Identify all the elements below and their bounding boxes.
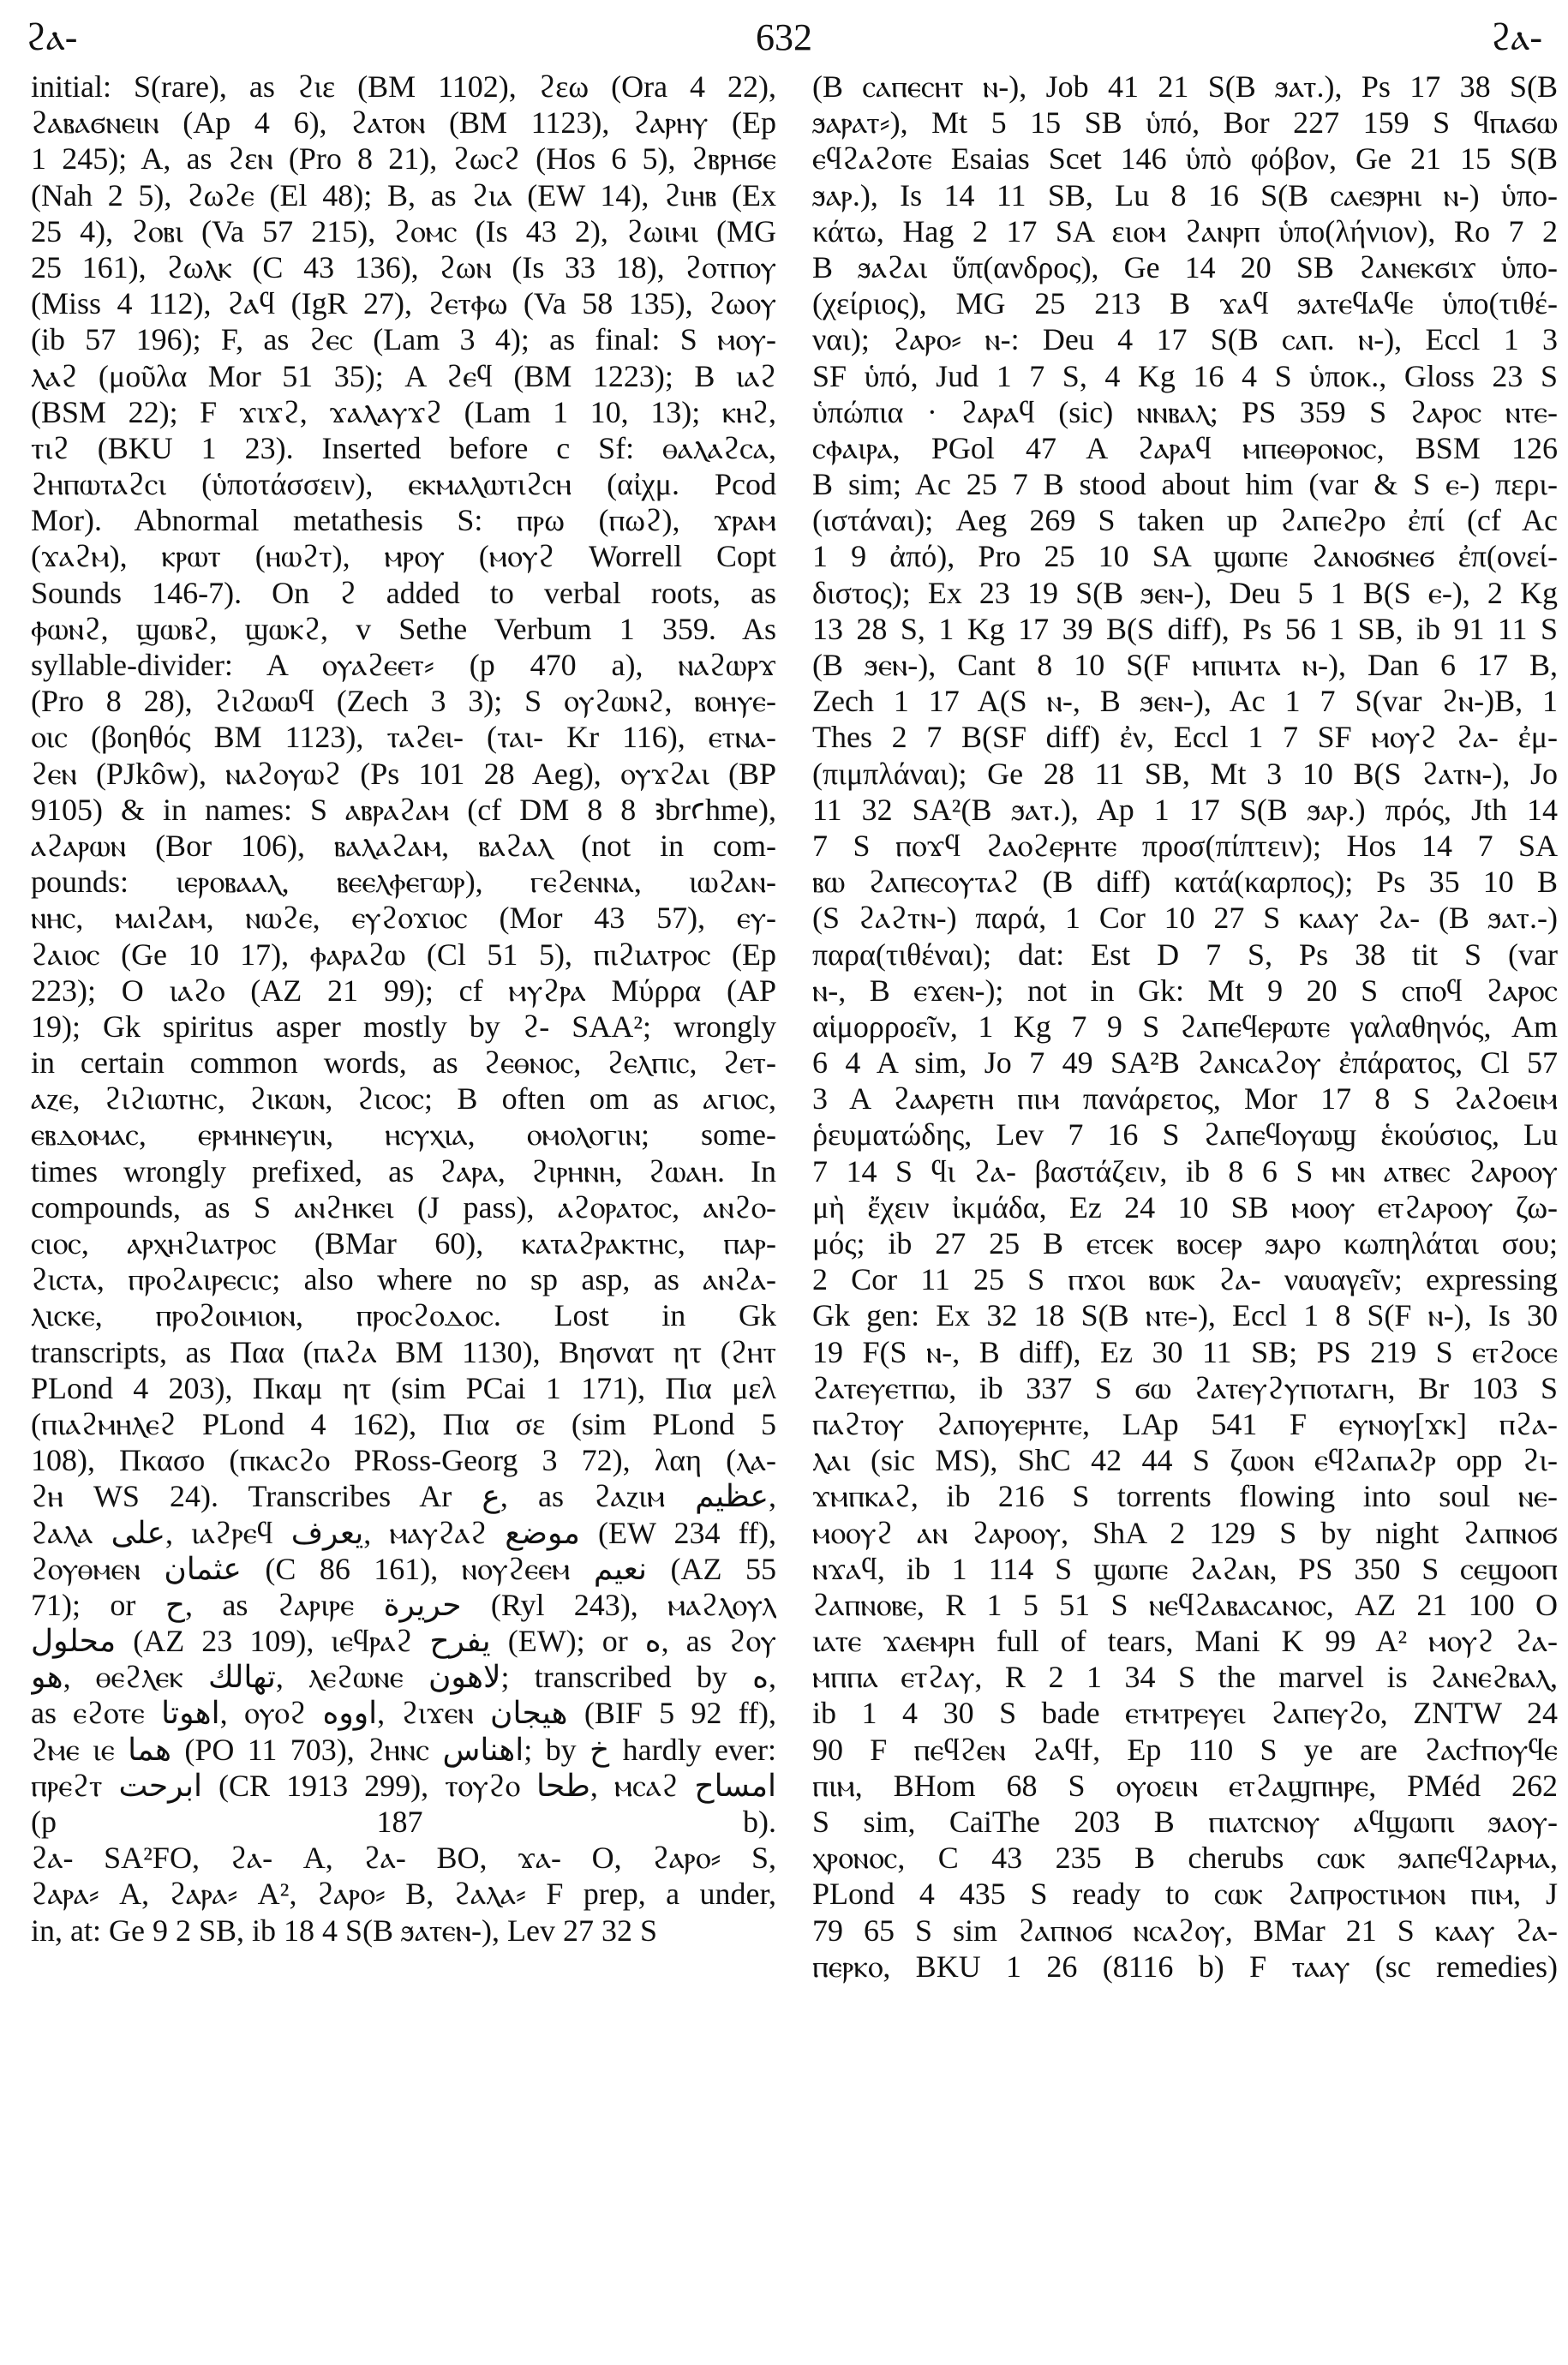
text-line: (χείριος), MG 25 213 B ϫⲁϥ ϧⲁⲧⲉϥⲁϥⲉ ὑπο(τιθέ- <box>812 286 1558 321</box>
text-line: παρα(τιθέναι); dat: Est D 7 S, Ps 38 tit S (var <box>812 937 1558 972</box>
text-line: (ⲡιⲁϩⲙⲏⲗⲉϩ PLond 4 162), Πια σε (sim PLond 5 <box>31 1406 776 1441</box>
text-line: 223); O ιⲁϩⲟ (AZ 21 99); cf ⲙⲩϩⲣⲁ Μύρρα (AP <box>31 973 776 1008</box>
text-line: ὑπώπια · ϩⲁⲣⲁϥ (sic) ⲛⲛⲃⲁⲗ; PS 359 S ϩⲁⲣⲟⲥ ⲛⲧⲉ- <box>812 394 1558 429</box>
right-column <box>812 69 1558 2365</box>
text-line: B ϧⲁϩⲁι ὕπ(ανδρος), Ge 14 20 SB ϩⲁⲛⲉⲕϭιϫ ὑπο- <box>812 249 1558 284</box>
text-line: محلول (AZ 23 109), ιⲉϥⲣⲁϩ يفرح (EW); or ه, as ϩⲟⲩ <box>31 1624 776 1659</box>
text-line: ⲭⲣⲟⲛⲟⲥ, C 43 235 B cherubs ⲥⲱⲕ ϧⲁⲡⲉϥϩⲁⲣⲙⲁ, <box>812 1841 1558 1876</box>
text-line: (ιστάναι); Aeg 269 S taken up ϩⲁⲡⲉϩⲣⲟ ἐπί (cf Ac <box>812 503 1558 538</box>
text-line: ϩⲉⲛ (PJkôw), ⲛⲁϩⲟⲩⲱϩ (Ps 101 28 Aeg), ⲟⲩϫϩⲁι (BP <box>31 756 776 791</box>
text-line: αἱμορροεῖν, 1 Kg 7 9 S ϩⲁⲡⲉϥⲉⲣⲱⲧⲉ γαλαθηνός, Am <box>812 1009 1558 1044</box>
text-line: μὴ ἔχειν ἰκμάδα, Ez 24 10 SB ⲙⲟⲟⲩ ⲉⲧϩⲁⲣⲟⲟⲩ ζω- <box>812 1189 1558 1224</box>
text-line: in, at: Ge 9 2 SB, ib 18 4 S(B ϧⲁⲧⲉⲛ-), Lev 27 32 S <box>31 1913 657 1948</box>
text-line: ⲡιⲙ, BHom 68 S ⲟⲩⲟειⲛ ⲉⲧϩⲁϣⲡⲏⲣⲉ, PMéd 262 <box>812 1768 1558 1803</box>
text-line: ⲡⲉⲣⲕⲟ, BKU 1 26 (8116 b) F ⲧⲁⲁⲩ (sc remedies) <box>812 1949 1558 1984</box>
text-line: (Nah 2 5), ϩωϩⲉ (El 48); B, as ϩιⲁ (EW 14), ϩιⲏⲃ (Ex <box>31 177 776 213</box>
text-line: PLond 4 435 S ready to ⲥⲱⲕ ϩⲁⲡⲣⲟⲥⲧιⲙⲟⲛ ⲡιⲙ, J <box>812 1877 1558 1912</box>
text-line: PLond 4 203), Πκαμ ητ (sim PCai 1 171), Πια μελ <box>31 1370 776 1405</box>
text-line: διστος); Ex 23 19 S(B ϧⲉⲛ-), Deu 5 1 B(S ⲉ-), 2 Kg <box>812 575 1558 610</box>
text-line: ⲃⲱ ϩⲁⲡⲉⲥⲟⲩⲧⲁϩ (B diff) κατά(καρπος); Ps 35 10 B <box>812 865 1558 900</box>
text-line: ⲥιⲟⲥ, ⲁⲣⲭⲏϩιⲁⲧⲣⲟⲥ (BMar 60), ⲕⲁⲧⲁϩⲣⲁⲕⲧⲏⲥ, ⲡⲁⲣ- <box>31 1226 776 1260</box>
text-line: pounds: ιⲉⲣⲟⲃⲁⲁⲗ, ⲃⲉⲉⲗⲫⲉⲅⲱⲣ), ⲅⲉϩⲉⲛⲛⲁ, ιⲱϩⲁⲛ- <box>31 865 776 900</box>
text-line: Gk gen: Ex 32 18 S(B ⲛⲧⲉ-), Eccl 1 8 S(F ⲛ-), Is 30 <box>812 1298 1558 1333</box>
text-line: ⲫⲱⲛϩ, ϣⲱⲃϩ, ϣⲱⲕϩ, v Sethe Verbum 1 359. As <box>31 611 776 646</box>
left-column <box>31 69 776 2365</box>
text-line: 19 F(S ⲛ-, B diff), Ez 30 11 SB; PS 219 S ⲉⲧϩⲟⲥⲉ <box>812 1334 1558 1369</box>
text-line: ⲟιⲥ (βοηθός BM 1123), ⲧⲁϩⲉι- (ⲧⲁι- Kr 116), ⲉⲧⲛⲁ- <box>31 720 776 755</box>
text-line: ⲁϩⲁⲣⲱⲛ (Bor 106), ⲃⲁⲗⲁϩⲁⲙ, ⲃⲁϩⲁⲗ (not in com- <box>31 828 776 863</box>
text-line: ⲧιϩ (BKU 1 23). Inserted before c Sf: ⲑⲁⲗⲁϩⲥⲁ, <box>31 430 776 465</box>
text-line: 19); Gk spiritus asper mostly by ϩ- SAA²; wrongly <box>31 1009 776 1044</box>
text-line: ⲗⲁι (sic MS), ShC 42 44 S ζⲱⲟⲛ ⲉϥϩⲁⲡⲁϩⲣ opp ϩι- <box>812 1443 1558 1478</box>
text-line: 108), Πκασο (ⲡⲕⲁⲥϩⲟ PRoss-Georg 3 72), λαη (ⲗⲁ- <box>31 1443 776 1478</box>
text-line: ⲡⲣⲉϩⲧ ابرحت (CR 1913 299), ⲧⲟⲩϩⲟ طحا, ⲙⲥⲁϩ امساح <box>31 1768 776 1803</box>
text-line: ⲉϥϩⲁϩⲟⲧⲉ Esaias Scet 146 ὑπὸ φόβον, Ge 21 15 S(B <box>812 141 1558 177</box>
text-line: Thes 2 7 B(SF diff) ἐν, Eccl 1 7 SF ⲙⲟⲩϩ ϩⲁ- ἐμ- <box>812 720 1558 755</box>
text-line: ⲉⲃⲇⲟⲙⲁⲥ, ⲉⲣⲙⲏⲛⲉⲩιⲛ, ⲏⲥⲩⲭιⲁ, ⲟⲙⲟⲗⲟⲅιⲛ; some- <box>31 1117 776 1153</box>
text-line: هو, ⲑⲉϩⲗⲉⲕ تهالك, ⲗⲉϩⲱⲛⲉ لاهون; transcribed by ه, <box>31 1660 776 1695</box>
text-line: initial: S(rare), as ϩιε (BM 1102), ϩεω (Ora 4 22), <box>31 69 776 104</box>
text-line: ϫⲙⲡⲕⲁϩ, ib 216 S torrents flowing into soul ⲛⲉ- <box>812 1479 1558 1514</box>
text-line: 25 4), ϩⲟⲃι (Va 57 215), ϩⲟⲙⲥ (Is 43 2), ϩωιⲙι (MG <box>31 213 776 248</box>
page-header <box>26 9 1542 63</box>
text-line: 7 14 S ϥι ϩⲁ- βαστάζειν, ib 8 6 S ⲙⲛ ⲁⲧⲃⲉⲥ ϩⲁⲣⲟⲟⲩ <box>812 1153 1558 1188</box>
text-line: (Pro 8 28), ϩιϩⲱⲱϥ (Zech 3 3); S ⲟⲩϩⲱⲛϩ, ⲃⲟⲏⲩⲉ- <box>31 684 776 719</box>
text-line: Zech 1 17 A(S ⲛ-, B ϧⲉⲛ-), Ac 1 7 S(var ϩⲛ-)B, 1 <box>812 684 1558 719</box>
text-line: ϩιⲥⲧⲁ, ⲡⲣⲟϩⲁιⲣⲉⲥιⲥ; also where no sp asp, as ⲁⲛϩⲁ- <box>31 1262 776 1297</box>
text-line: S sim, CaiThe 203 B ⲡιⲁⲧⲥⲛⲟⲩ ⲁϥϣⲱⲡι ϧⲁⲟⲩ- <box>812 1805 1558 1839</box>
header-guide-word-left: ϩⲁ- <box>26 16 78 58</box>
text-line: ⲡⲁϩⲧⲟⲩ ϩⲁⲡⲟⲩⲉⲣⲏⲧⲉ, LAp 541 F ⲉⲩⲛⲟⲩ[ϫⲕ] ⲡϩⲁ- <box>812 1406 1558 1441</box>
text-line: ϩⲁ- SA²FO, ϩⲁ- A, ϩⲁ- BO, ϫⲁ- O, ϩⲁⲣⲟ⸗ S, <box>31 1841 776 1876</box>
text-line: times wrongly prefixed, as ϩⲁⲣⲁ, ϩιⲣⲏⲛⲏ, ϩⲱⲁⲏ. In <box>31 1153 776 1188</box>
text-line: 90 F ⲡⲉϥϩⲉⲛ ϩⲁϥϯ, Ep 110 S ye are ϩⲁⲥϯⲡⲟⲩϥⲉ <box>812 1732 1558 1767</box>
text-line: 9105) & in names: S ⲁⲃⲣⲁϩⲁⲙ (cf DM 8 8 ꜣbrꜥhme), <box>31 792 776 827</box>
text-line: ϩⲁιⲟⲥ (Ge 10 17), ⲫⲁⲣⲁϩⲱ (Cl 51 5), ⲡιϩιⲁⲧⲣⲟⲥ (Ep <box>31 937 776 972</box>
text-line: 3 A ϩⲁⲁⲣⲉⲧⲏ ⲡιⲙ πανάρετος, Mor 17 8 S ϩⲁϩⲟⲉιⲙ <box>812 1081 1558 1117</box>
text-line: ⲛⲏⲥ, ⲙⲁⲓϩⲁⲙ, ⲛⲱϩⲉ, ⲉⲩϩⲟϫιⲟⲥ (Mor 43 57), ⲉⲩ- <box>31 901 776 936</box>
text-line: ιⲁⲧⲉ ϫⲁⲉⲙⲣⲏ full of tears, Mani K 99 A² ⲙⲟⲩϩ ϩⲁ- <box>812 1624 1558 1659</box>
text-line: μός; ib 27 25 B ⲉⲧⲥⲉⲕ ⲃⲟⲥⲉⲣ ϧⲁⲣⲟ κωπηλάται σου; <box>812 1226 1558 1260</box>
header-guide-word-right: ϩⲁ- <box>1490 16 1542 58</box>
text-line: 13 28 S, 1 Kg 17 39 B(S diff), Ps 56 1 SB, ib 91 11 S <box>812 611 1558 646</box>
text-line: 71); or ح, as ϩⲁⲣιⲣⲉ حريرة (Ryl 243), ⲙⲁϩⲗⲟⲩⲗ <box>31 1587 776 1622</box>
text-line: Sounds 146-7). On ϩ added to verbal roots, as <box>31 575 776 610</box>
text-line: ναι); ϩⲁⲣⲟ⸗ ⲛ-: Deu 4 17 S(B ⲥⲁⲡ. ⲛ-), Eccl 1 3 <box>812 322 1558 357</box>
text-line: compounds, as S ⲁⲛϩⲏⲕⲉι (J pass), ⲁϩⲟⲣⲁⲧⲟⲥ, ⲁⲛϩⲟ- <box>31 1189 776 1224</box>
text-line: κάτω, Hag 2 17 SA ειⲟⲙ ϩⲁⲛⲣⲡ ὑπο(λήνιον), Ro 7 2 <box>812 213 1558 248</box>
text-line: 25 161), ϩωⲗⲕ (C 43 136), ϩωⲛ (Is 33 18), ϩⲟⲧⲡⲟⲩ <box>31 249 776 284</box>
text-line: syllable-divider: A ⲟⲩⲁϩⲉⲉⲧ⸗ (p 470 a), ⲛⲁϩⲱⲣϫ <box>31 648 776 682</box>
text-line: ⲗιⲥⲕⲉ, ⲡⲣⲟϩⲟιⲙιⲟⲛ, ⲡⲣⲟⲥϩⲟⲇⲟⲥ. Lost in Gk <box>31 1298 776 1333</box>
text-line: 1 245); A, as ϩεⲛ (Pro 8 21), ϩωⲥϩ (Hos 6 5), ϩⲃⲣⲏϭⲉ <box>31 141 776 177</box>
text-line: ϧⲁⲣ.), Is 14 11 SB, Lu 8 16 S(B ⲥⲁⲉϧⲣⲏι ⲛ-) ὑπο- <box>812 177 1558 213</box>
text-line: ⲁⲍⲉ, ϩιϩιⲱⲧⲏⲥ, ϩιⲕⲱⲛ, ϩιⲥⲟⲥ; B often om as ⲁⲅιⲟⲥ, <box>31 1081 776 1117</box>
text-line: (p 187 b). <box>31 1805 776 1839</box>
text-line: (ϫⲁϩⲙ), ⲕⲣⲱⲧ (ⲏⲱϩⲧ), ⲙⲣⲟⲩ (ⲙⲟⲩϩ Worrell Copt <box>31 539 776 574</box>
text-line: ⲗⲁϩ (μοῦλα Mor 51 35); A ϩⲉϥ (BM 1223); B ιⲁϩ <box>31 358 776 393</box>
text-line: B sim; Ac 25 7 B stood about him (var & S ⲉ-) περι- <box>812 467 1558 502</box>
text-line: 6 4 A sim, Jo 7 49 SA²B ϩⲁⲛⲥⲁϩⲟⲩ ἐπάρατος, Cl 57 <box>812 1045 1558 1081</box>
text-line: ⲙⲟⲟⲩϩ ⲁⲛ ϩⲁⲣⲟⲟⲩ, ShA 2 129 S by night ϩⲁⲡⲛⲟϭ <box>812 1515 1558 1550</box>
text-line: SF ὑπό, Jud 1 7 S, 4 Kg 16 4 S ὑποκ., Gloss 23 S <box>812 358 1558 393</box>
text-line: (B ϧⲉⲛ-), Cant 8 10 S(F ⲙⲡιⲙⲧⲁ ⲛ-), Dan 6 17 B, <box>812 648 1558 682</box>
text-line: (B ⲥⲁⲡⲉⲥⲏⲧ ⲛ-), Job 41 21 S(B ϧⲁⲧ.), Ps 17 38 S(B <box>812 69 1558 104</box>
text-line: (S ϩⲁϩⲧⲛ-) παρά, 1 Cor 10 27 S ⲕⲁⲁⲩ ϩⲁ- (B ϧⲁⲧ.-) <box>812 901 1558 936</box>
text-line: ⲥⲫⲁιⲣⲁ, PGol 47 A ϩⲁⲣⲁϥ ⲙⲡⲉⲑⲣⲟⲛⲟⲥ, BSM 126 <box>812 430 1558 465</box>
text-line: ib 1 4 30 S bade ⲉⲧⲙⲧⲣⲉⲩⲉι ϩⲁⲡⲉⲩϩⲟ, ZNTW 24 <box>812 1696 1558 1731</box>
text-line: ϩⲁⲣⲁ⸗ A, ϩⲁⲣⲁ⸗ A², ϩⲁⲣⲟ⸗ B, ϩⲁⲗⲁ⸗ F prep, a under, <box>31 1877 776 1912</box>
text-line: ⲙⲡⲡⲁ ⲉⲧϩⲁⲩ, R 2 1 34 S the marvel is ϩⲁⲛⲉϩⲃⲁⲗ, <box>812 1660 1558 1695</box>
text-line: (ib 57 196); F, as ϩⲉⲥ (Lam 3 4); as final: S ⲙⲟⲩ- <box>31 322 776 357</box>
text-line: (BSM 22); F ϫιϫϩ, ϫⲁⲗⲁⲩϫϩ (Lam 1 10, 13); ⲕⲏϩ, <box>31 394 776 429</box>
text-line: ϩⲟⲩⲑⲙⲉⲛ عثمان (C 86 161), ⲛⲟⲩϩⲉⲉⲙ نعيم (AZ 55 <box>31 1551 776 1586</box>
text-line: as ⲉϩⲟⲧⲉ اهوتا, ⲟⲩⲟϩ اووه, ϩιϫⲉⲛ هيجان (BIF 5 92 ff), <box>31 1696 776 1731</box>
text-line: Mor). Abnormal metathesis S: ⲡⲣω (ⲡωϩ), ϫⲣⲁⲙ <box>31 503 776 538</box>
text-line: ϧⲁⲣⲁⲧ⸗), Mt 5 15 SB ὑπό, Bor 227 159 S ϥⲡⲁϭⲱ <box>812 105 1558 141</box>
text-line: ϩⲙⲉ ιⲉ هما (PO 11 703), ϩⲏⲛⲥ اهناس; by خ hardly ever: <box>31 1732 776 1767</box>
text-line: 2 Cor 11 25 S ⲡϫⲟι ⲃⲱⲕ ϩⲁ- ναυαγεῖν; expressing <box>812 1262 1558 1297</box>
text-line: transcripts, as Παα (ⲡⲁϩⲁ BM 1130), Βησνατ ητ (ϩⲏⲧ <box>31 1334 776 1369</box>
text-line: (πιμπλάναι); Ge 28 11 SB, Mt 3 10 B(S ϩⲁⲧⲛ-), Jo <box>812 756 1558 791</box>
text-line: ϩⲁⲃⲁϭⲛⲉιⲛ (Ap 4 6), ϩⲁⲧⲟⲛ (BM 1123), ϩⲁⲣⲏⲩ (Ep <box>31 105 776 141</box>
text-line: ⲛ-, B ⲉϫⲉⲛ-); not in Gk: Mt 9 20 S ⲥⲡⲟϥ ϩⲁⲣⲟⲥ <box>812 973 1558 1008</box>
text-line: ϩⲁⲡⲛⲟⲃⲉ, R 1 5 51 S ⲛⲉϥϩⲁⲃⲁⲥⲁⲛⲟⲥ, AZ 21 100 O <box>812 1587 1558 1622</box>
text-line: 7 S ⲡⲟϫϥ ϩⲁⲟϩⲉⲣⲏⲧⲉ προσ(πίπτειν); Hos 14 7 SA <box>812 828 1558 863</box>
text-line: 1 9 ἀπό), Pro 25 10 SA ϣⲱⲡⲉ ϩⲁⲛⲟϭⲛⲉϭ ἐπ(ονεί- <box>812 539 1558 574</box>
text-line: 79 65 S sim ϩⲁⲡⲛⲟϭ ⲛⲥⲁϩⲟⲩ, BMar 21 S ⲕⲁⲁⲩ ϩⲁ- <box>812 1913 1558 1948</box>
text-line: ⲛϫⲁϥ, ib 1 114 S ϣⲱⲡⲉ ϩⲁϩⲁⲛ, PS 350 S ⲥⲉϣⲟⲟⲡ <box>812 1551 1558 1586</box>
text-line: ϩⲏⲡⲱⲧⲁϩⲥι (ὑποτάσσειν), ⲉⲕⲙⲁⲗⲱⲧιϩⲥⲏ (αἰχμ. Pcod <box>31 467 776 502</box>
text-line: ϩⲁⲧⲉⲩⲉⲧⲡⲱ, ib 337 S ϭⲱ ϩⲁⲧⲉⲩϩⲩⲡⲟⲧⲁⲅⲏ, Br 103 S <box>812 1370 1558 1405</box>
text-line: ῥευματώδης, Lev 7 16 S ϩⲁⲡⲉϥⲟⲩⲱϣ ἑκούσιος, Lu <box>812 1117 1558 1153</box>
text-line: 11 32 SA²(B ϧⲁⲧ.), Ap 1 17 S(B ϧⲁⲣ.) πρός, Jth 14 <box>812 792 1558 827</box>
text-line: ϩⲁⲗⲁ على, ιⲁϩⲣⲉϥ يعرف, ⲙⲁⲩϩⲁϩ موضع (EW 234 ff), <box>31 1515 776 1550</box>
text-line: (Miss 4 112), ϩⲁϥ (IgR 27), ϩⲉⲧⲫω (Va 58 135), ϩωⲟⲩ <box>31 286 776 321</box>
text-line: ϩⲏ WS 24). Transcribes Ar ع, as ϩⲁⲍιⲙ عظيم, <box>31 1479 776 1514</box>
page-number: 632 <box>756 16 812 58</box>
text-line: in certain common words, as ϩⲉⲑⲛⲟⲥ, ϩⲉⲗⲡιⲥ, ϩⲉⲧ- <box>31 1045 776 1081</box>
